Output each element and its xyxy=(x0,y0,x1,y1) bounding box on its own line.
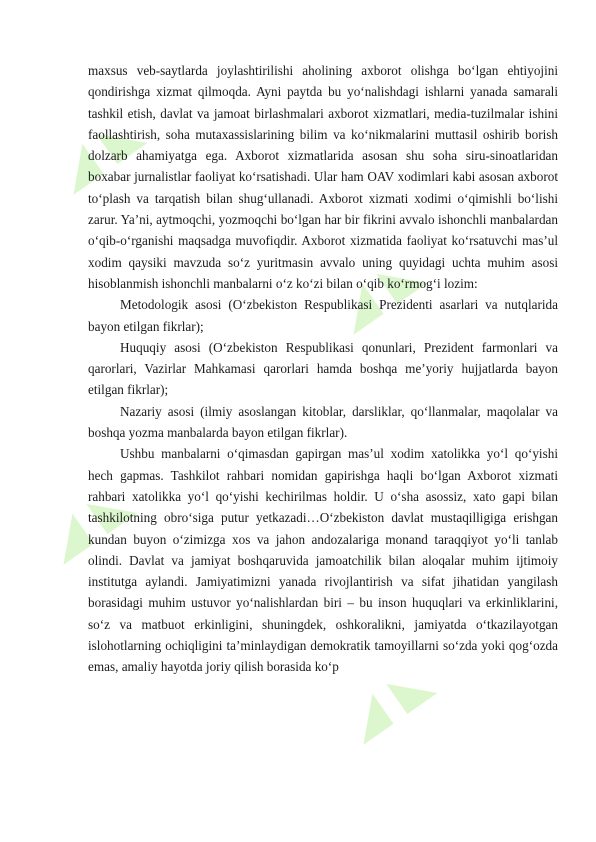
paragraph-methodological-basis: Metodologik asosi (O‘zbekiston Respublikasi Prezidenti asarlari va nutqlarida bayon etilgan fikrlar); xyxy=(88,297,558,334)
watermark-mark-3: ◢ ◣ xyxy=(34,472,142,570)
watermark-mark-4: ◢ ◣ xyxy=(334,652,442,750)
watermark-mark-1: ◢ ◣ xyxy=(44,102,152,200)
paragraph-conclusion: Ushbu manbalarni o‘qimasdan gapirgan mas’ul xodim xatolikka yo‘l qo‘yishi hech gapmas. Tashkilot rahbari nomidan gapirishga haqli bo‘lgan Axborot xizmati rahbari xatolikka yo‘l qo‘yishi kechirilmas holdir. U o‘sha asossiz, xato gapi bilan tashkilotning obro‘siga putur yetkazadi…O‘zbekiston davlat mustaqilligiga erishgan kundan buyon o‘zimizga xos va jahon andozalariga monand taraqqiyot yo‘li tanlab olindi. Davlat va jamiyat boshqaruvida jamoatchilik bilan aloqalar muhim ijtimoiy institutga aylandi. Jamiyatimizni yanada rivojlantirish va sifat jihatidan yangilash borasidagi muhim ustuvor yo‘nalishlardan biri – bu inson huquqlari va erkinliklarini, so‘z va matbuot erkinligini, shuningdek, oshkoralikni, jamiyatda o‘tkazilayotgan islohotlarning ochiqligini ta’minlaydigan demokratik tamoyillarni so‘zda yoki qog‘ozda emas, amaliy hayotda joriy qilish borasida ko‘p xyxy=(88,446,558,675)
body-text xyxy=(88,60,558,678)
watermark-mark-2: ◢ ◣ xyxy=(324,242,432,340)
paragraph-legal-basis: Huquqiy asosi (O‘zbekiston Respublikasi qonunlari, Prezident farmonlari va qarorlari, Vazirlar Mahkamasi qarorlari hamda boshqa me’yoriy hujjatlarda bayon etilgan fikrlar); xyxy=(88,339,558,398)
paragraph-theoretical-basis: Nazariy asosi (ilmiy asoslangan kitoblar, darsliklar, qo‘llanmalar, maqolalar va boshqa yozma manbalarda bayon etilgan fikrlar). xyxy=(88,403,558,441)
paragraph-intro: maxsus veb-saytlarda joylashtirilishi aholining axborot olishga bo‘lgan ehtiyojini qondirishga xizmat qilmoqda. Ayni paytda bu yo‘nalishdagi ishlarni yanada samarali tashkil etish, davlat va jamoat birlashmalari axborot xizmatlari, media-tuzilmalar ishini faollashtirish, soha mutaxassislarining bilim va ko‘nikmalarini muttasil oshirib borish dolzarb ahamiyatga ega. Axborot xizmatlarida asosan shu soha siru-sinoatlaridan boxabar jurnalistlar faoliyat ko‘rsatishadi. Ular ham OAV xodimlari kabi asosan axborot to‘plash va tarqatish bilan shug‘ullanadi. Axborot xizmati xodimi o‘qimishli bo‘lishi zarur. Ya’ni, aytmoqchi, yozmoqchi bo‘lgan har bir fikrini avvalo ishonchli manbalardan o‘qib-o‘rganishi maqsadga muvofiqdir. Axborot xizmatida faoliyat ko‘rsatuvchi mas’ul xodim qaysiki mavzuda so‘z yuritmasin avvalo uning quyidagi uchta muhim asosi hisoblanmish ishonchli manbalarni o‘z ko‘zi bilan o‘qib ko‘rmog‘i lozim: xyxy=(88,63,558,291)
